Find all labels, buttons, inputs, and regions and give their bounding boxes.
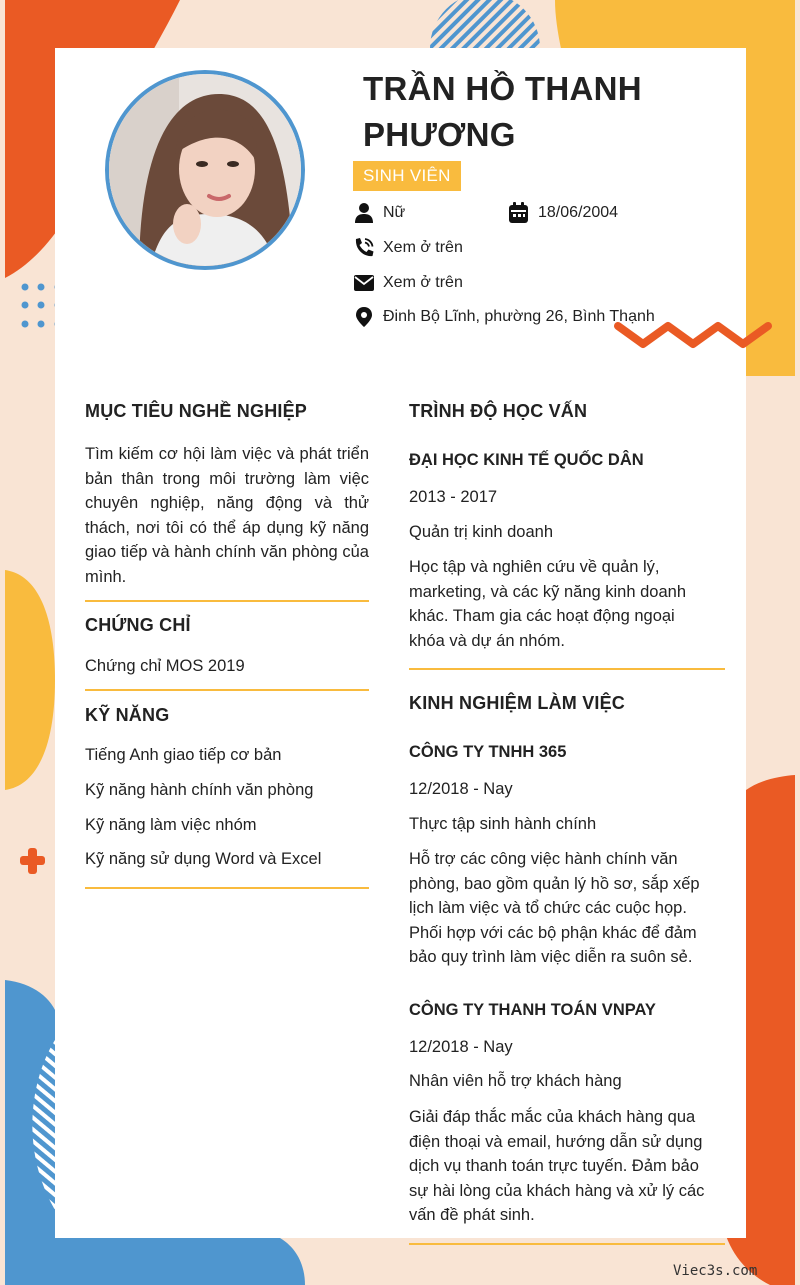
job-position: Thực tập sinh hành chính (409, 815, 597, 833)
skill-item: Kỹ năng làm việc nhóm (85, 816, 257, 834)
location-pin-icon (353, 306, 375, 328)
phone-icon (353, 237, 375, 259)
skill-item: Tiếng Anh giao tiếp cơ bản (85, 746, 282, 764)
role-badge: SINH VIÊN (353, 161, 461, 191)
envelope-icon (353, 272, 375, 294)
job-company: CÔNG TY THANH TOÁN VNPAY (409, 1001, 656, 1019)
avatar-portrait-icon (109, 74, 301, 266)
email-row (353, 272, 653, 294)
divider (85, 689, 369, 691)
avatar (105, 70, 305, 270)
job-company: CÔNG TY TNHH 365 (409, 743, 567, 761)
experience-title: KINH NGHIỆM LÀM VIỆC (409, 693, 626, 713)
divider (85, 887, 369, 889)
gender-row (353, 202, 503, 224)
skills-title: KỸ NĂNG (85, 705, 170, 725)
email-value: Xem ở trên (383, 274, 463, 291)
certificates-title: CHỨNG CHỈ (85, 615, 191, 635)
watermark: Viec3s.com (673, 1263, 758, 1279)
education-period: 2013 - 2017 (409, 488, 498, 506)
phone-row (353, 237, 653, 259)
education-major: Quản trị kinh doanh (409, 523, 554, 541)
divider (409, 1243, 725, 1245)
skill-item: Kỹ năng sử dụng Word và Excel (85, 850, 322, 868)
objective-title: MỤC TIÊU NGHỀ NGHIỆP (85, 401, 308, 421)
job-period: 12/2018 - Nay (409, 780, 513, 798)
user-icon (353, 202, 375, 224)
job-description: Hỗ trợ các công việc hành chính văn phòng, bao gồm quản lý hồ sơ, sắp xếp lịch làm việc và tổ chức các cuộc họp. Phối hợp với các bộ phận khác để đảm bảo quy trình làm việc diễn ra suôn sẻ. (409, 850, 700, 966)
education-description: Học tập và nghiên cứu về quản lý, marketing, và các kỹ năng kinh doanh khác. Tham gia các hoạt động ngoại khóa và dự án nhóm. (409, 558, 686, 650)
birthdate-value: 18/06/2004 (538, 204, 619, 221)
education-title: TRÌNH ĐỘ HỌC VẤN (409, 401, 588, 421)
gender-value: Nữ (383, 204, 406, 221)
objective-text: Tìm kiếm cơ hội làm việc và phát triển bản thân trong môi trường làm việc chuyên nghiệp, năng động và thử thách, nơi tôi có thể áp dụng kỹ năng giao tiếp và hành chính văn phòng của mình. (85, 445, 369, 586)
job-period: 12/2018 - Nay (409, 1038, 513, 1056)
candidate-name: TRẦN HỒ THANH PHƯƠNG (363, 70, 642, 153)
education-school: ĐẠI HỌC KINH TẾ QUỐC DÂN (409, 451, 644, 469)
phone-value: Xem ở trên (383, 239, 463, 256)
job-description: Giải đáp thắc mắc của khách hàng qua điện thoại và email, hướng dẫn sử dụng dịch vụ thanh toán trực tuyến. Đảm bảo sự hài lòng của khách hàng và xử lý các vấn đề phát sinh. (409, 1108, 705, 1224)
skill-item: Kỹ năng hành chính văn phòng (85, 781, 314, 799)
zigzag-decoration (610, 314, 780, 354)
job-position: Nhân viên hỗ trợ khách hàng (409, 1072, 622, 1090)
certificate-item: Chứng chỉ MOS 2019 (85, 657, 245, 675)
birthdate-row (508, 202, 668, 224)
address-value: Đinh Bộ Lĩnh, phường 26, Bình Thạnh (383, 308, 655, 325)
divider (409, 668, 725, 670)
calendar-icon (508, 202, 530, 224)
divider (85, 600, 369, 602)
